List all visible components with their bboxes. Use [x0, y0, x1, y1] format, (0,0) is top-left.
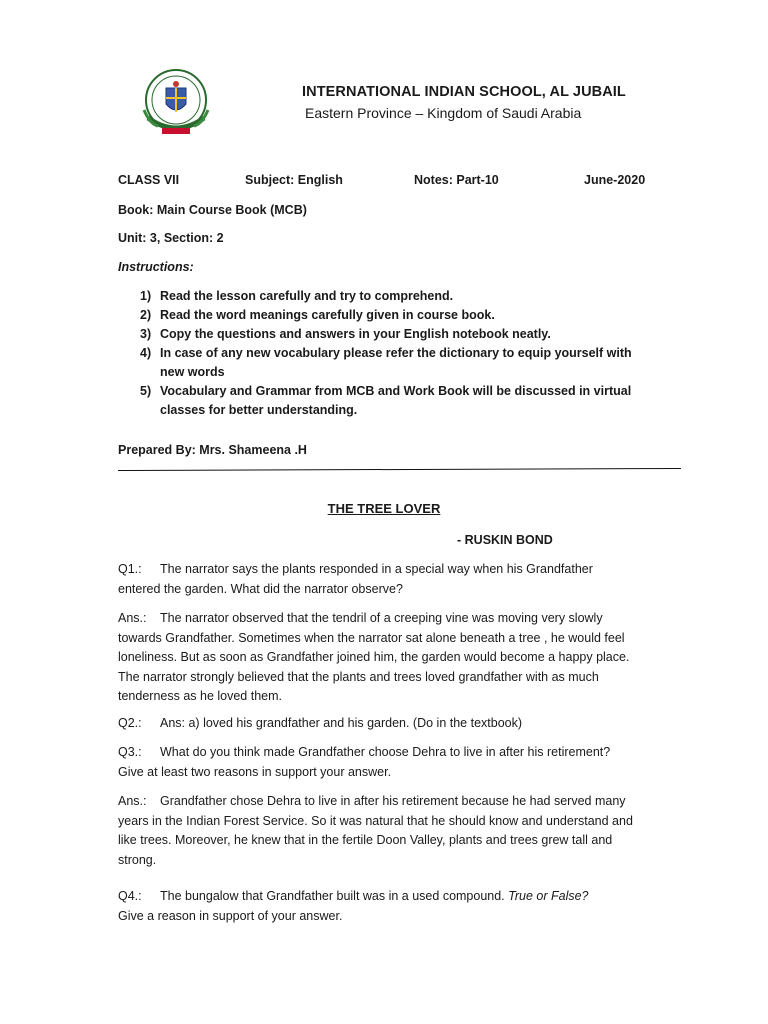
date-label: June-2020 [584, 173, 646, 187]
instruction-text: Read the word meanings carefully given in course book. [160, 308, 495, 322]
instruction-item [118, 306, 638, 325]
instruction-text: Vocabulary and Grammar from MCB and Work Book will be discussed in virtual classes for better understanding. [160, 384, 632, 417]
answer-label: Ans.: [118, 794, 147, 808]
instruction-text: Read the lesson carefully and try to comprehend. [160, 289, 454, 303]
instruction-number: 3) [140, 327, 152, 341]
instructions-list [118, 287, 638, 420]
question-3 [118, 743, 638, 782]
question-1 [118, 560, 638, 599]
school-name: INTERNATIONAL INDIAN SCHOOL, AL JUBAIL [302, 84, 626, 100]
instructions-heading: Instructions: [118, 260, 194, 274]
notes-label: Notes: Part-10 [414, 173, 499, 187]
instruction-item [118, 325, 638, 344]
instruction-number: 2) [140, 308, 152, 322]
answer-label: Ans.: [118, 611, 147, 625]
instruction-number: 1) [140, 289, 152, 303]
answer-text: Grandfather chose Dehra to live in after his retirement because he had served many years in the Indian Forest Service. So it was natural that he should know and understand and like trees. Moreover, he knew that in the fertile Doon Valley, plants and trees grew tall and strong. [118, 794, 633, 867]
question-text: Ans: a) loved his grandfather and his garden. (Do in the textbook) [160, 716, 523, 730]
divider-rule [118, 468, 681, 471]
question-text: The bungalow that Grandfather built was in a used compound. [160, 889, 505, 903]
question-text: What do you think made Grandfather choose Dehra to live in after his retirement? Give at least two reasons in support your answer. [118, 745, 611, 779]
question-label: Q3.: [118, 745, 142, 759]
instruction-item [118, 344, 638, 382]
instruction-number: 5) [140, 384, 152, 398]
book-line: Book: Main Course Book (MCB) [118, 203, 307, 217]
school-logo [136, 62, 216, 144]
question-2 [118, 714, 638, 734]
instruction-number: 4) [140, 346, 152, 360]
question-label: Q4.: [118, 889, 142, 903]
instruction-text: In case of any new vocabulary please refer the dictionary to equip yourself with new words [160, 346, 632, 379]
lesson-author: - RUSKIN BOND [457, 533, 553, 547]
subject-label: Subject: English [245, 173, 343, 187]
instruction-item [118, 382, 638, 420]
question-text-continued: Give a reason in support of your answer. [118, 908, 343, 923]
answer-1 [118, 609, 638, 707]
instruction-item [118, 287, 638, 306]
question-text: The narrator says the plants responded in a special way when his Grandfather entered the garden. What did the narrator observe? [118, 562, 593, 596]
lesson-title: THE TREE LOVER [327, 501, 441, 516]
school-location: Eastern Province – Kingdom of Saudi Arabia [305, 105, 582, 121]
unit-line: Unit: 3, Section: 2 [118, 231, 224, 245]
prepared-by: Prepared By: Mrs. Shameena .H [118, 443, 307, 457]
question-4 [118, 887, 638, 926]
answer-3 [118, 792, 638, 870]
true-false-text: True or False? [508, 889, 589, 903]
class-label: CLASS VII [118, 173, 180, 187]
instruction-text: Copy the questions and answers in your English notebook neatly. [160, 327, 551, 341]
question-label: Q1.: [118, 562, 142, 576]
answer-text: The narrator observed that the tendril of a creeping vine was moving very slowly towards Grandfather. Sometimes when the narrator sat alone beneath a tree , he would feel loneliness. But as soon as Grandfather joined him, the garden would become a happy place. The narrator strongly believed that the plants and trees loved grandfather with as much tenderness as he loved them. [118, 611, 630, 703]
question-label: Q2.: [118, 716, 142, 730]
